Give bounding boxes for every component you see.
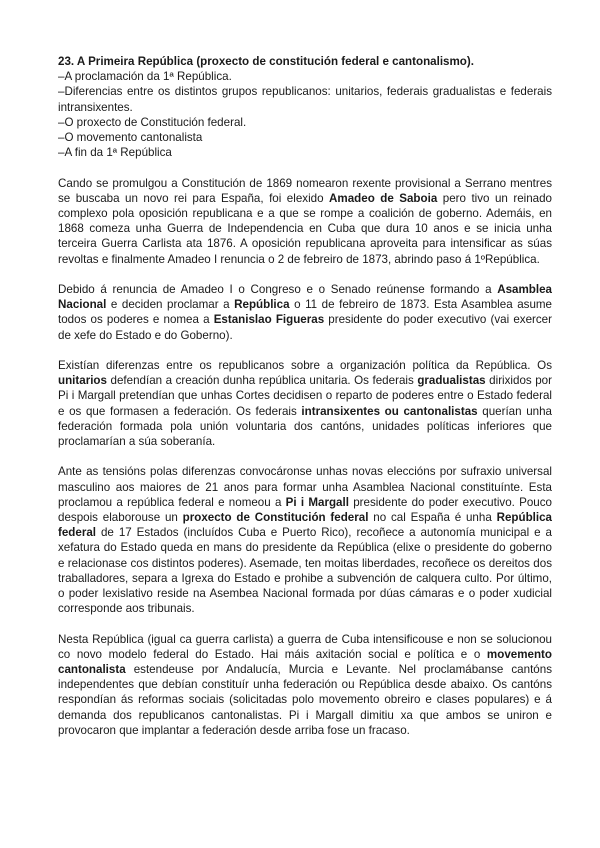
text-segment: e deciden proclamar a (106, 298, 235, 312)
text-segment: Cando se promulgou a Constitución de 1869 nomearon rexente provisional a Serrano mentres se buscaba un novo rei para España, foi elexido (58, 176, 552, 205)
paragraph-republican-groups (58, 358, 552, 449)
bold-term: República federal (58, 511, 552, 540)
paragraph-proclamation (58, 282, 552, 343)
bold-term: Pi i Margall (285, 495, 349, 509)
text-segment: defendían a creación dunha república unitaria. Os federais (106, 374, 418, 388)
bold-term: proxecto de Constitución federal (182, 511, 369, 525)
bold-term: República (234, 298, 290, 312)
text-segment: dirixidos por Pi i Margall pretendían que unhas Cortes decidisen o reparto de poderes entre o Estado federal e os que formasen a federación. Os federais (58, 374, 552, 418)
outline-item: –Diferencias entre os distintos grupos republicanos: unitarios, federais gradualistas e federais intransixentes. (58, 85, 552, 114)
document-page (58, 54, 552, 738)
bold-term: Asamblea Nacional (58, 283, 552, 312)
text-segment: no cal España é unha (368, 511, 497, 525)
document-title: 23. A Primeira República (proxecto de constitución federal e cantonalismo). (58, 55, 474, 68)
outline-item: –O movemento cantonalista (58, 131, 203, 145)
text-segment: presidente do poder executivo (vai exercer de xefe do Estado e do Goberno). (58, 313, 552, 342)
text-segment: Nesta República (igual ca guerra carlista) a guerra de Cuba intensificouse e non se solucionou co novo modelo federal do Estado. Hai máis axitación social e política e o (58, 632, 552, 661)
text-segment: pero tivo un reinado complexo pola oposición republicana e a que se rompe a coalición de goberno. Ademáis, en 1868 comeza unha Guerra de Independencia en Cuba que dura 10 anos e se inicia unha terceira Guerra Carlista ata 1876. A oposición republicana aproveita para intensificar as súas revoltas e finalmente Amadeo I renuncia o 2 de febreiro de 1873, abrindo paso á 1ºRepública. (58, 191, 553, 266)
text-segment: Existían diferenzas entre os republicanos sobre a organización política da República. Os (58, 359, 552, 373)
outline-item: –A proclamación da 1ª República. (58, 70, 232, 84)
text-segment: de 17 Estados (incluídos Cuba e Puerto Rico), recoñece a autonomía municipal e a xefatura do Estado queda en mans do presidente da República (elixe o presidente do goberno e relacionase cos distintos poderes). Asemade, ten moitas liberdades, recoñece os dereitos dos traballadores, separa a Igrexa do Estado e prohibe a subvención de calquera culto. Por último, o poder lexislativo reside na Asembea Nacional formada por dúas cámaras e o poder xudicial corresponde aos tribunais. (58, 526, 552, 616)
paragraph-cantonalism (58, 632, 552, 738)
text-segment: presidente do poder executivo. Pouco despois elaborouse un (58, 495, 552, 525)
paragraph-amadeo-reign (58, 176, 552, 267)
bold-term: unitarios (58, 374, 107, 388)
topic-outline (58, 69, 552, 160)
outline-item: –A fin da 1ª República (58, 146, 172, 160)
outline-item: –O proxecto de Constitución federal. (58, 115, 247, 129)
bold-term: intransixentes ou cantonalistas (301, 404, 478, 418)
bold-term: movemento cantonalista (58, 647, 552, 677)
paragraph-federal-constitution (58, 464, 552, 616)
text-segment: Ante as tensións polas diferenzas convocáronse unhas novas eleccións por sufraxio universal masculino aos maiores de 21 anos para formar unha Asamblea Nacional constituínte. Esta proclamou a república federal e nomeou a (58, 465, 552, 509)
text-segment: o 11 de febreiro de 1873. Esta Asamblea asume todos os poderes e nomea a (58, 298, 552, 327)
bold-term: Estanislao Figueras (213, 313, 325, 327)
text-segment: Debido á renuncia de Amadeo I o Congreso e o Senado reúnense formando a (58, 283, 498, 297)
bold-term: Amadeo de Saboia (329, 191, 438, 205)
bold-term: gradualistas (417, 374, 486, 388)
text-segment: querían unha federación formada pola unión voluntaria dos cantóns, unidades políticas inferiores que proclamarían a súa soberanía. (58, 404, 553, 449)
text-segment: estendeuse por Andalucía, Murcia e Levante. Nel proclamábanse cantóns independentes que debían constituír unha federación ou República desde abaixo. Os cantóns respondían ás reformas sociais (solicitadas polo movemento obreiro e clases populares) e á demanda dos republicanos cantonalistas. Pi i Margall dimitiu xa que ambos se uniron e provocaron que implantar a federación desde arriba fose un fracaso. (58, 663, 552, 737)
